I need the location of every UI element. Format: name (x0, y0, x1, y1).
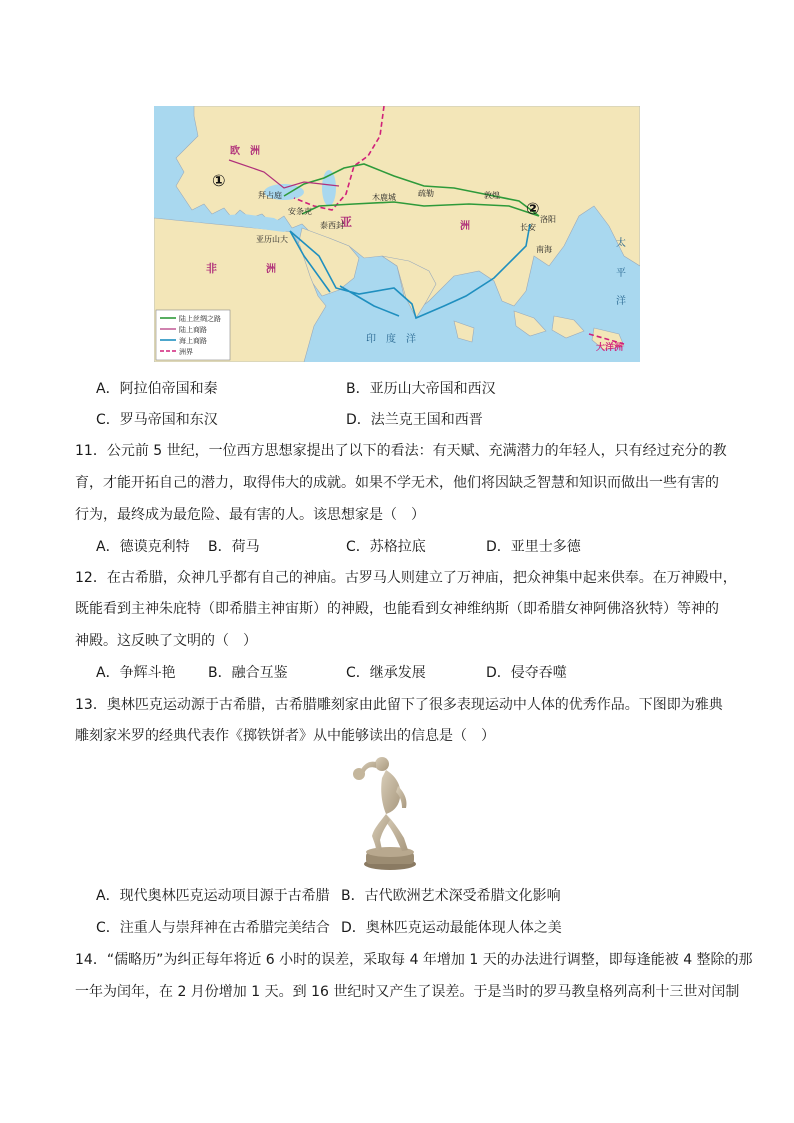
label-indian-ocean: 印 度 洋 (366, 334, 416, 345)
q13-option-c[interactable]: C．注重人与崇拜神在古希腊完美结合 (96, 920, 330, 936)
city-alexandria: 亚历山大 (256, 235, 288, 244)
q14-line-2: 一年为闰年，在 2 月份增加 1 天。到 16 世纪时又产生了误差。于是当时的罗马教皇格列高利十三世对闰制 (75, 984, 740, 1000)
legend-sea-trade: 海上商路 (179, 337, 207, 345)
q10-option-a[interactable]: A．阿拉伯帝国和秦 (96, 381, 218, 397)
city-nanhai: 南海 (536, 245, 552, 254)
q13-option-d[interactable]: D．奥林匹克运动最能体现人体之美 (341, 920, 562, 936)
map-legend (156, 310, 230, 360)
legend-land-silk-road: 陆上丝绸之路 (179, 315, 221, 323)
city-dunhuang: 敦煌 (484, 191, 500, 200)
label-asia: 亚 (340, 215, 353, 229)
label-pacific-1: 太 (616, 238, 626, 249)
label-pacific-3: 洋 (616, 296, 626, 307)
q13-line-2: 雕刻家米罗的经典代表作《掷铁饼者》从中能够读出的信息是（ ） (75, 728, 495, 744)
q13-option-a[interactable]: A．现代奥林匹克运动项目源于古希腊 (96, 888, 330, 904)
q12-option-b[interactable]: B．融合互鉴 (208, 665, 288, 681)
label-pacific-2: 平 (616, 268, 626, 279)
label-oceania: 大洋洲 (596, 343, 624, 353)
city-merv: 木鹿城 (372, 193, 396, 202)
q10-option-b[interactable]: B．亚历山大帝国和西汉 (346, 381, 496, 397)
city-antioch: 安条克 (288, 207, 312, 216)
q11-option-d[interactable]: D．亚里士多德 (486, 539, 581, 555)
label-asia-2: 洲 (460, 221, 470, 232)
city-luoyang: 洛阳 (540, 215, 556, 224)
q13-line-1: 13．奥林匹克运动源于古希腊，古希腊雕刻家由此留下了很多表现运动中人体的优秀作品。下图即为雅典 (75, 697, 723, 713)
q14-line-1: 14．“儒略历”为纠正每年将近 6 小时的误差，采取每 4 年增加 1 天的办法进行调整，即每逢能被 4 整除的那 (75, 952, 753, 968)
silk-road-map (154, 106, 640, 362)
q13-option-b[interactable]: B．古代欧洲艺术深受希腊文化影响 (341, 888, 561, 904)
label-africa-2: 洲 (266, 264, 276, 275)
q10-option-c[interactable]: C．罗马帝国和东汉 (96, 412, 218, 428)
q10-option-d[interactable]: D．法兰克王国和西晋 (346, 412, 483, 428)
label-europe: 欧 洲 (230, 146, 260, 157)
marker-1: ① (212, 171, 226, 190)
q12-option-d[interactable]: D．侵夺吞噬 (486, 665, 567, 681)
q12-line-2: 既能看到主神朱庇特（即希腊主神宙斯）的神殿，也能看到女神维纳斯（即希腊女神阿佛洛狄特）等神的 (75, 601, 719, 617)
city-kashgar: 疏勒 (418, 189, 434, 198)
q11-option-b[interactable]: B．荷马 (208, 539, 260, 555)
q11-line-3: 行为，最终成为最危险、最有害的人。该思想家是（ ） (75, 507, 425, 523)
marker-2: ② (526, 199, 540, 218)
q12-line-1: 12．在古希腊，众神几乎都有自己的神庙。古罗马人则建立了万神庙，把众神集中起来供奉。在万神殿中， (75, 570, 737, 586)
discobolus-statue-image (352, 756, 424, 874)
q11-line-1: 11．公元前 5 世纪，一位西方思想家提出了以下的看法：有天赋、充满潜力的年轻人，只有经过充分的教 (75, 443, 727, 459)
q12-line-3: 神殿。这反映了文明的（ ） (75, 633, 257, 649)
q11-option-c[interactable]: C．苏格拉底 (346, 539, 426, 555)
label-africa: 非 (206, 262, 217, 275)
city-changan: 长安 (520, 223, 536, 232)
legend-boundary: 洲界 (179, 348, 193, 356)
city-byzantium: 拜占庭 (258, 191, 282, 200)
q11-line-2: 育，才能开拓自己的潜力，取得伟大的成就。如果不学无术，他们将因缺乏智慧和知识而做出一些有害的 (75, 475, 719, 491)
legend-land-trade: 陆上商路 (179, 326, 207, 334)
city-ctesiphon: 泰西封 (320, 221, 344, 230)
q11-option-a[interactable]: A．德谟克利特 (96, 539, 190, 555)
q12-option-c[interactable]: C．继承发展 (346, 665, 426, 681)
q12-option-a[interactable]: A．争辉斗艳 (96, 665, 176, 681)
